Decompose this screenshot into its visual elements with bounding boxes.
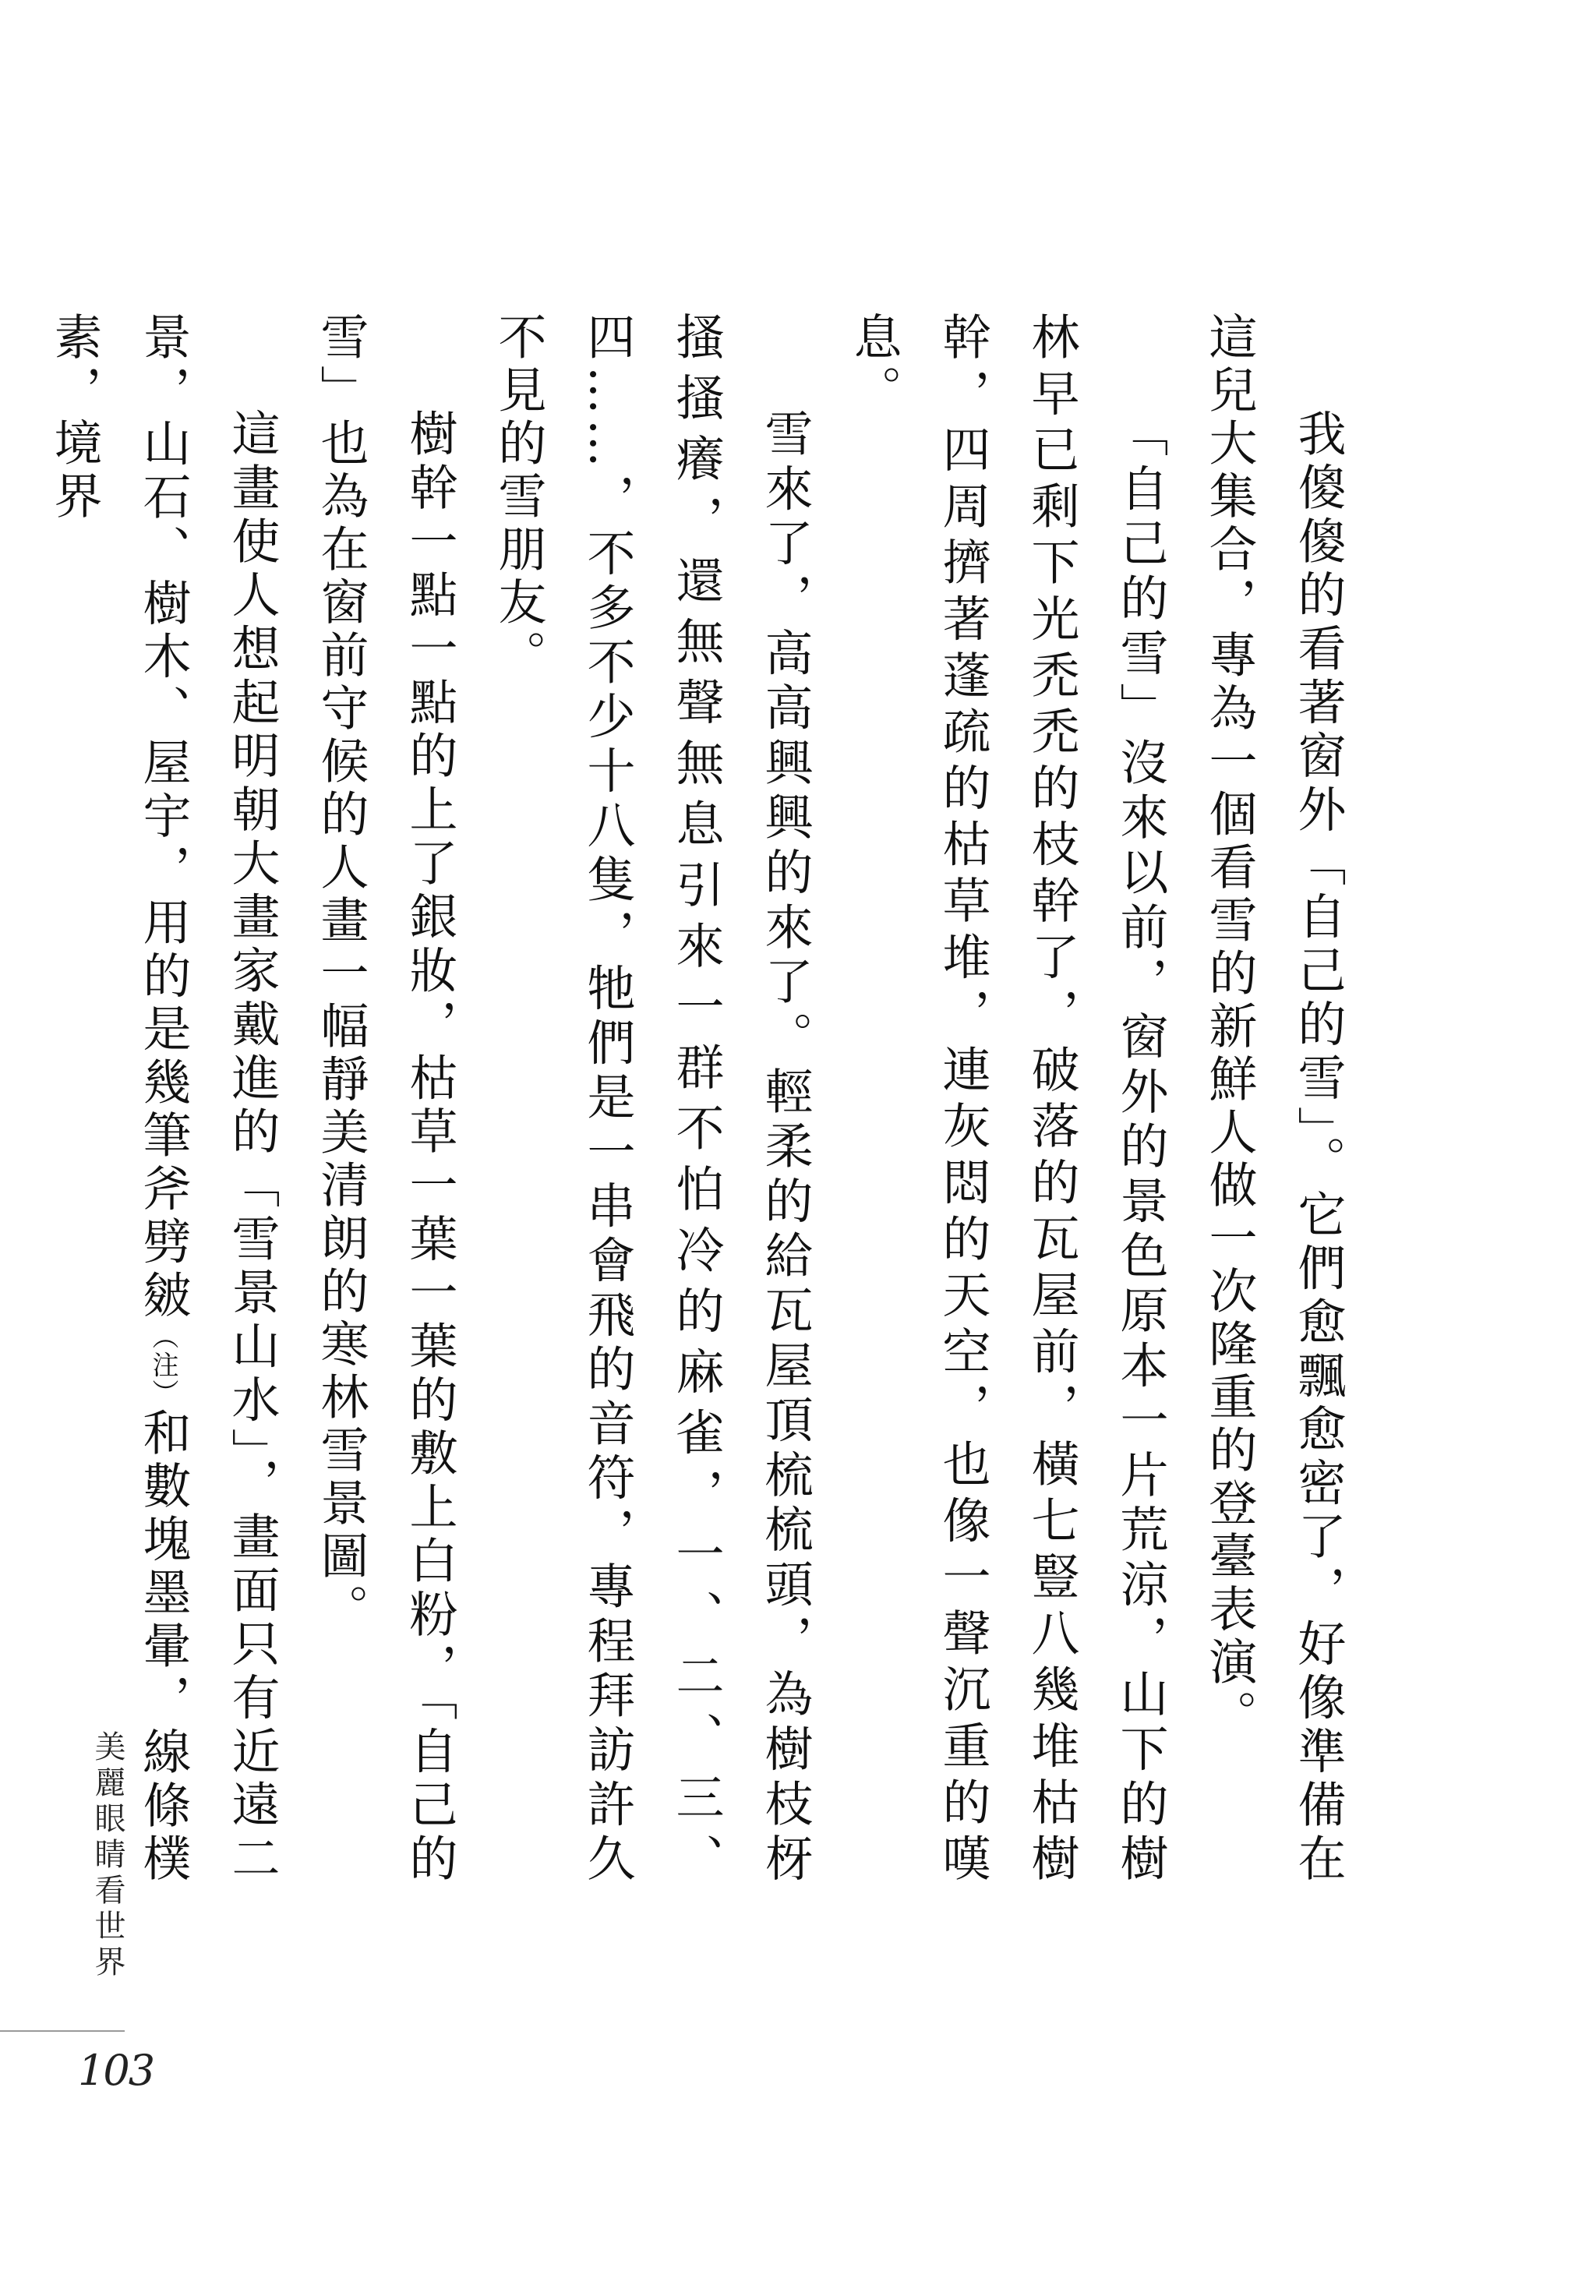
paragraph-5-text-after: 和數塊墨暈，線條樸素，境界 bbox=[46, 312, 192, 1887]
running-title: 美麗眼睛看世界 bbox=[90, 1730, 125, 1981]
paragraph-3: 雪來了，高高興興的來了。輕柔的給瓦屋頂梳梳頭，為樹枝枒搔搔癢，還無聲無息引來一群不怕冷的麻雀，一、二、三、四……，不多不少十八隻，牠們是一串會飛的音符，專程拜訪許久不見的雪朋友。 bbox=[490, 312, 814, 1886]
footer-divider bbox=[0, 2030, 125, 2032]
footnote-marker: （注） bbox=[147, 1323, 178, 1408]
paragraph-5 bbox=[30, 312, 296, 1886]
paragraph-1: 我傻傻的看著窗外「自己的雪」。它們愈飄愈密了，好像準備在這兒大集合，專為一個看雪的新鮮人做一次隆重的登臺表演。 bbox=[1201, 312, 1347, 1886]
page-number: 103 bbox=[78, 2046, 154, 2095]
paragraph-5-text-before: 這畫使人想起明朝大畫家戴進的「雪景山水」，畫面只有近遠二景，山石、樹木、屋宇，用的是幾筆斧劈皴 bbox=[135, 312, 281, 1886]
paragraph-2: 「自己的雪」沒來以前，窗外的景色原本一片荒涼，山下的樹林早已剩下光禿禿的枝幹了，破落的瓦屋前，橫七豎八幾堆枯樹幹，四周擠著蓬疏的枯草堆，連灰悶的天空，也像一聲沉重的嘆息。 bbox=[846, 312, 1169, 1886]
paragraph-4: 樹幹一點一點的上了銀妝，枯草一葉一葉的敷上白粉，「自己的雪」也為在窗前守候的人畫一幅靜美清朗的寒林雪景圖。 bbox=[312, 312, 458, 1886]
